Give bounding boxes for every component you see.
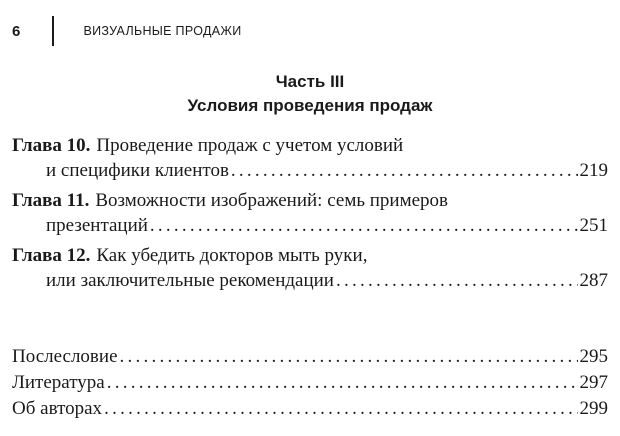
page-ref: 295 [579,346,608,367]
chapter-title-line2: и специфики клиентов [46,160,229,181]
entry-title: Об авторах [12,398,103,419]
toc-entry-chapter-10[interactable] [12,133,608,183]
page-ref: 219 [579,160,608,181]
toc-entry-chapter-12[interactable] [12,243,608,293]
entry-title: Послесловие [12,346,118,367]
toc-entry-chapter-11[interactable] [12,188,608,238]
dot-leader [104,396,577,421]
dot-leader [120,344,578,369]
part-heading [0,70,620,118]
toc-entry-about-authors[interactable] [12,396,608,422]
chapter-title-line1: Проведение продаж с учетом условий [96,135,404,156]
chapter-title-line1: Как убедить докторов мыть руки, [96,245,368,266]
chapter-title-line2: презентаций [46,215,148,236]
entry-title: Литература [12,372,105,393]
chapter-title-line2: или заключительные рекомендации [46,270,334,291]
toc-entry-afterword[interactable] [12,344,608,370]
part-label: Часть III [275,72,345,91]
dot-leader [150,213,578,238]
page-ref: 251 [579,215,608,236]
chapter-title-line1: Возможности изображений: семь примеров [95,190,449,211]
dot-leader [336,268,578,293]
chapter-label: Глава 10. [12,135,91,156]
page-number: 6 [12,22,21,40]
toc-chapters [12,133,608,298]
page-ref: 299 [579,398,608,419]
header-divider [52,16,54,46]
page-header [12,14,241,48]
chapter-label: Глава 12. [12,245,91,266]
chapter-label: Глава 11. [12,190,90,211]
page-ref: 297 [579,372,608,393]
dot-leader [107,370,578,395]
toc-back-matter [12,344,608,422]
dot-leader [231,158,578,183]
toc-entry-literature[interactable] [12,370,608,396]
page-ref: 287 [579,270,608,291]
running-title: ВИЗУАЛЬНЫЕ ПРОДАЖИ [83,24,242,38]
part-title: Условия проведения продаж [187,96,433,115]
